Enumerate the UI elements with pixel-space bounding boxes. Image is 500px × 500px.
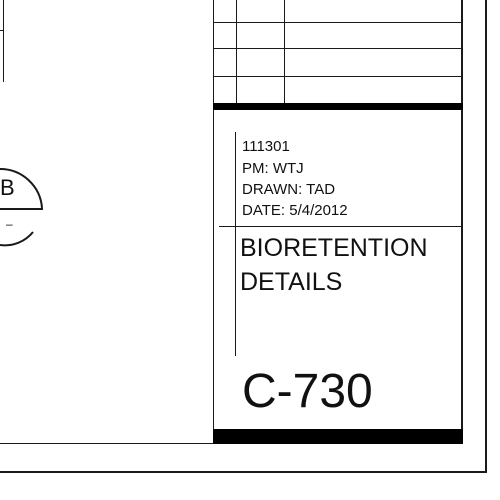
- drawing-fragment-line: [3, 0, 4, 82]
- page-border-bottom: [0, 471, 487, 473]
- drawing-frame-bottom: [0, 443, 215, 444]
- drawn-by: DRAWN: TAD: [242, 181, 336, 198]
- revision-table-row-2: [213, 48, 463, 49]
- title-block-mid-divider: [219, 226, 462, 227]
- job-number: 111301: [242, 138, 290, 155]
- revision-table-row-3: [213, 76, 463, 77]
- detail-callout-sheet-ref: –: [6, 217, 13, 231]
- title-block-bottom-bar: [213, 429, 463, 444]
- title-block-left-border: [213, 0, 214, 444]
- detail-callout-lower-arc: [0, 232, 33, 245]
- sheet-title-line-2: DETAILS: [240, 268, 343, 296]
- project-manager: PM: WTJ: [242, 160, 304, 177]
- sheet-title-line-1: BIORETENTION: [240, 234, 428, 262]
- title-block-info-divider: [235, 132, 236, 356]
- sheet-number: C-730: [242, 365, 373, 418]
- revision-table-row-1: [213, 22, 463, 23]
- revision-table-col-2: [284, 0, 285, 104]
- detail-callout-letter: B: [0, 175, 15, 200]
- drawing-fragment-tick: [0, 30, 4, 31]
- date: DATE: 5/4/2012: [242, 202, 348, 219]
- revision-table-col-1: [236, 0, 237, 104]
- revision-table-bottom-bar: [213, 103, 463, 110]
- page-border-right: [485, 0, 487, 473]
- detail-callout-bubble: [0, 160, 50, 250]
- drawing-frame-right: [461, 0, 463, 444]
